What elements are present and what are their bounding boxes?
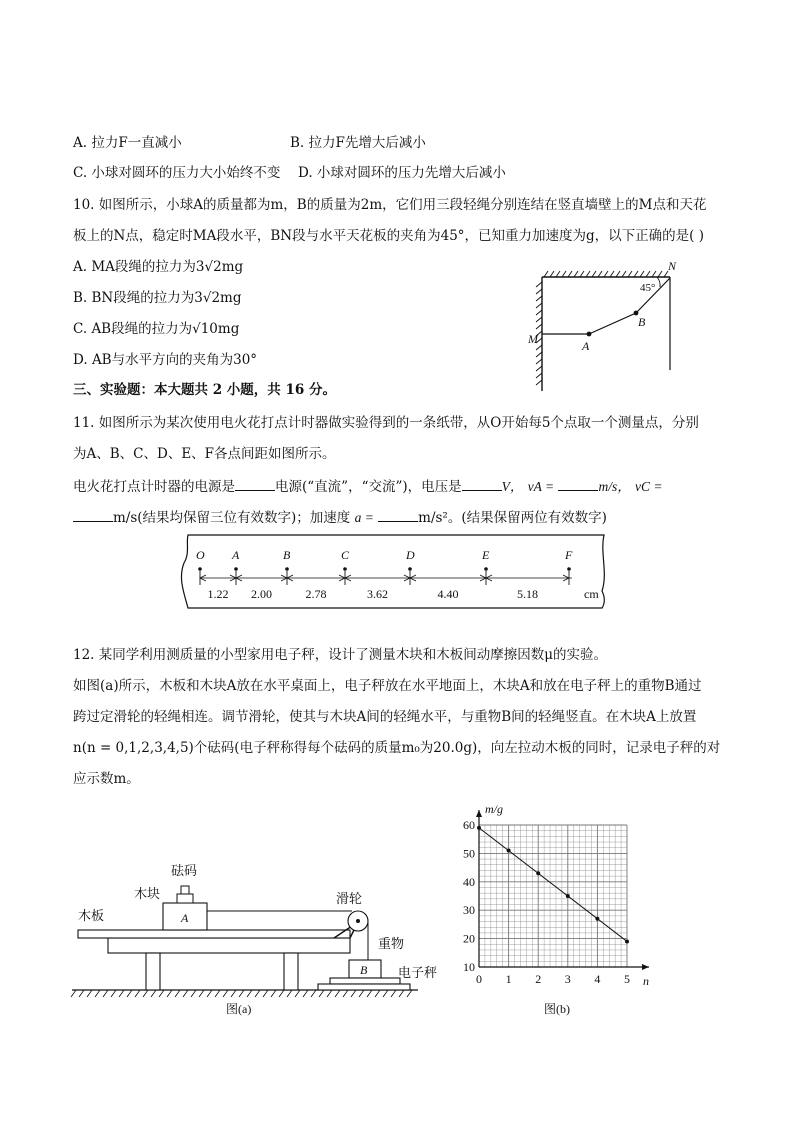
blank-voltage[interactable]	[462, 477, 502, 491]
figure-b-chart	[452, 802, 672, 1020]
tape-distance-label: 1.22	[207, 587, 229, 601]
data-point	[625, 939, 629, 943]
tape-dot	[234, 567, 238, 571]
y-tick-label: 30	[463, 903, 475, 918]
label-a: A	[582, 339, 590, 353]
x-tick-label: 0	[476, 972, 482, 986]
x-tick-label: 5	[624, 972, 630, 986]
tape-dot	[484, 567, 488, 571]
x-tick-label: 1	[505, 972, 512, 986]
label-pulley: 滑轮	[336, 891, 363, 906]
tape-distance-label: 2.00	[251, 587, 272, 601]
tape-point-label: E	[482, 548, 490, 562]
label-angle: 45°	[640, 282, 656, 294]
q9-option-d: D. 小球对圆环的压力先增大后减小	[298, 165, 506, 181]
rope-ab	[589, 313, 636, 334]
tape-point-label: O	[196, 548, 205, 562]
q9-option-a: A. 拉力F一直减小	[73, 135, 182, 151]
figure-b-caption: 图(b)	[544, 1002, 570, 1016]
label-block: 木块	[134, 886, 161, 901]
data-point	[566, 894, 570, 898]
label-m: M	[528, 332, 538, 346]
block-a-label: A	[181, 911, 189, 925]
paper-tape	[176, 533, 610, 611]
y-tick-label: 50	[463, 846, 475, 861]
q9-option-b: B. 拉力F先增大后减小	[290, 135, 426, 151]
tape-dot	[198, 567, 202, 571]
tape-point-label: D	[406, 548, 415, 562]
blank-va[interactable]	[558, 477, 598, 491]
q10-option-d: D. AB与水平方向的夹角为30°	[73, 352, 258, 368]
label-scale: 电子秤	[398, 965, 438, 980]
ball-a	[587, 332, 592, 337]
blank-acceleration[interactable]	[378, 508, 418, 522]
table-top	[108, 938, 350, 953]
tape-distance-label: 4.40	[437, 587, 459, 601]
wood-board	[78, 930, 350, 938]
x-tick-label: 2	[535, 972, 542, 986]
q10-stem-line1: 10. 如图所示，小球A的质量都为m，B的质量为2m，它们用三段轻绳分别连结在竖直墙壁上的M点和天花	[73, 197, 707, 213]
tape-dot	[408, 567, 412, 571]
data-point	[477, 826, 481, 830]
y-axis-arrow	[476, 810, 482, 817]
tape-dot	[343, 567, 347, 571]
x-tick-label: 3	[564, 972, 571, 986]
q11-blanks-line2: m/s(结果均保留三位有效数字)；加速度 a = m/s²。(结果保留两位有效数字)	[73, 508, 607, 527]
q12-stem-line2: 如图(a)所示，木板和木块A放在水平桌面上，电子秤放在水平地面上，木块A和放在电子秤上的重物B通过	[73, 678, 702, 694]
x-axis-arrow	[642, 964, 649, 970]
q11-stem-line1: 11. 如图所示为某次使用电火花打点计时器做实验得到的一条纸带，从O开始每5个点取一个测量点，分别	[73, 415, 699, 431]
chart-ticks	[463, 818, 630, 986]
label-n: N	[668, 259, 677, 273]
tape-point-label: C	[341, 548, 350, 562]
q10-option-c: C. AB段绳的拉力为√10mg	[73, 321, 240, 337]
q10-option-a: A. MA段绳的拉力为3√2mg	[73, 259, 244, 275]
q10-option-b: B. BN段绳的拉力为3√2mg	[73, 290, 242, 306]
mass-b-label: B	[360, 963, 368, 977]
chart-ylabel: m/g	[485, 802, 503, 816]
tape-distance-label: 2.78	[305, 587, 327, 601]
chart-grid	[479, 825, 627, 967]
q12-stem-line1: 12. 某同学利用测质量的小型家用电子秤，设计了测量木块和木板间动摩擦因数μ的实验。	[73, 647, 608, 663]
table-leg-left	[146, 953, 160, 990]
tape-dot	[567, 567, 571, 571]
data-point	[595, 917, 599, 921]
tape-unit: cm	[584, 587, 599, 601]
q12-stem-line4: n(n = 0,1,2,3,4,5)个砝码(电子秤称得每个砝码的质量m₀为20.0g)，向左拉动木板的同时，记录电子秤的对	[73, 740, 721, 756]
tape-point-label: A	[232, 548, 240, 562]
label-weight: 砝码	[171, 863, 198, 878]
q10-figure	[520, 258, 690, 393]
y-tick-label: 60	[463, 818, 475, 832]
fit-line	[479, 828, 627, 942]
chart-xlabel: n	[643, 974, 649, 988]
tape-point-label: F	[565, 548, 573, 562]
figure-a-apparatus	[68, 850, 458, 1025]
angle-arc	[657, 277, 660, 287]
label-b: B	[638, 315, 646, 329]
figure-a-caption: 图(a)	[226, 1002, 252, 1016]
label-mass: 重物	[378, 936, 405, 951]
q12-stem-line3: 跨过定滑轮的轻绳相连。调节滑轮，使其与木块A间的轻绳水平，与重物B间的轻绳竖直。在木块A上放置	[73, 709, 697, 725]
tape-distance-label: 5.18	[517, 587, 538, 601]
section-3-heading: 三、实验题：本大题共 2 小题，共 16 分。	[73, 382, 336, 398]
data-point	[536, 871, 540, 875]
tape-distance-label: 3.62	[367, 587, 388, 601]
q10-stem-line2: 板上的N点，稳定时MA段水平，BN段与水平天花板的夹角为45°，已知重力加速度为g，以下正确的是( )	[73, 228, 705, 244]
table-leg-right	[284, 953, 298, 990]
y-tick-label: 20	[463, 931, 475, 946]
ceiling	[542, 271, 670, 277]
blank-power-type[interactable]	[235, 477, 275, 491]
y-tick-label: 40	[463, 874, 475, 889]
q9-option-c: C. 小球对圆环的压力大小始终不变	[73, 165, 281, 181]
tape-dot	[285, 567, 289, 571]
tape-point-label: B	[283, 548, 291, 562]
weight-icon	[181, 886, 189, 894]
blank-vc[interactable]	[73, 508, 113, 522]
label-board: 木板	[78, 908, 105, 923]
chart-series	[477, 826, 629, 944]
q11-blanks-line1: 电火花打点计时器的电源是 电源(“直流”，“交流”)，电压是 V， vA = m/s， vC =	[73, 479, 663, 495]
data-point	[507, 849, 511, 853]
electronic-scale	[330, 978, 400, 984]
q11-stem-line2: 为A、B、C、D、E、F各点间距如图所示。	[73, 446, 336, 462]
y-tick-label: 10	[463, 960, 475, 974]
x-tick-label: 4	[594, 972, 601, 986]
q12-stem-line5: 应示数m。	[73, 771, 140, 787]
chart-axes	[476, 810, 649, 970]
